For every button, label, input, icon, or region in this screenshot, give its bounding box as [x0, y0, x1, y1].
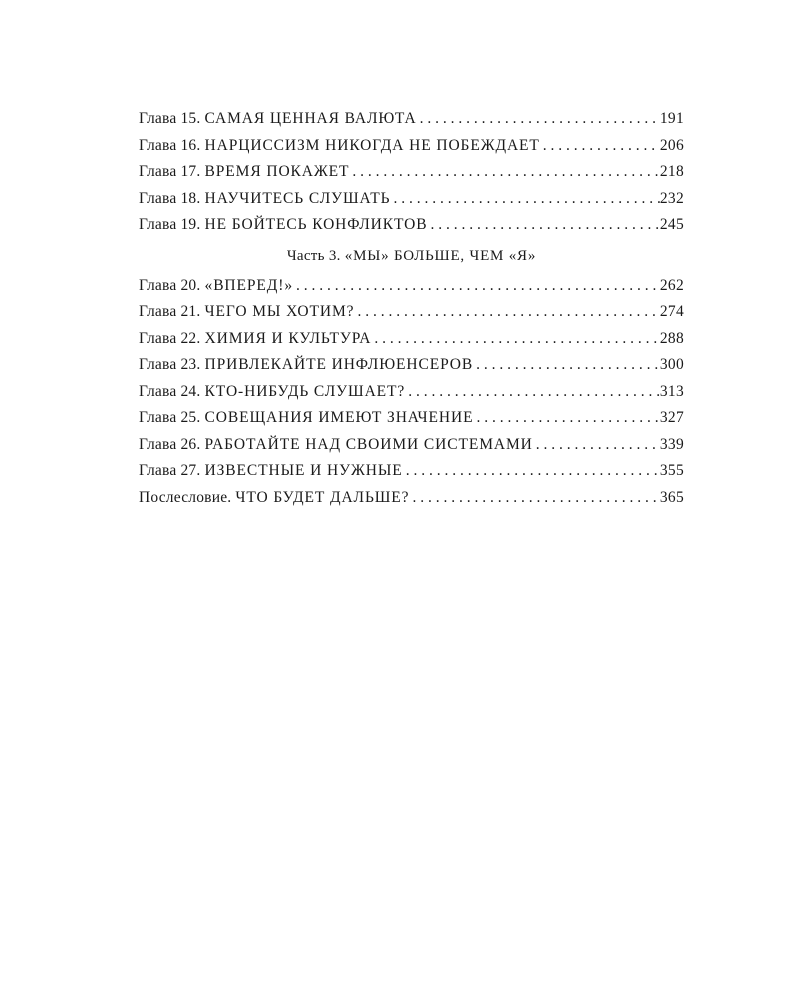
- dot-leader: [540, 133, 660, 160]
- toc-entry-text: [139, 485, 409, 512]
- toc-page-number: 262: [659, 276, 684, 294]
- toc-entry-prefix: Глава 23.: [139, 356, 201, 373]
- toc-entry-prefix: Глава 15.: [139, 110, 201, 127]
- toc-entry-prefix: Глава 27.: [139, 462, 201, 479]
- toc-entry[interactable]: [139, 106, 684, 133]
- toc-entry-title: ЧЕГО МЫ ХОТИМ?: [204, 303, 355, 320]
- toc-entry[interactable]: [139, 273, 684, 300]
- toc-entry-prefix: Глава 17.: [139, 163, 201, 180]
- toc-entry-prefix: Глава 16.: [139, 136, 201, 154]
- dot-leader: [403, 458, 660, 485]
- toc-entry[interactable]: [139, 212, 684, 239]
- toc-entry[interactable]: [139, 186, 684, 213]
- dot-leader: [409, 485, 659, 512]
- toc-page-number: 355: [659, 462, 684, 479]
- toc-entry-title: КТО-НИБУДЬ СЛУШАЕТ?: [204, 382, 406, 400]
- dot-leader: [349, 159, 659, 186]
- toc-page-number: 232: [659, 189, 684, 207]
- toc-entry[interactable]: [139, 379, 684, 406]
- toc-entry-text: [139, 133, 540, 160]
- toc-entry[interactable]: [139, 405, 684, 432]
- toc-entry-prefix: Глава 26.: [139, 435, 201, 453]
- toc-page-number: 191: [659, 110, 684, 127]
- toc-entry-text: [139, 379, 405, 406]
- dot-leader: [427, 212, 659, 239]
- toc-entry-prefix: Глава 22.: [139, 329, 201, 347]
- dot-leader: [405, 379, 660, 406]
- toc-entry-text: [139, 212, 427, 239]
- toc-entry-title: ПРИВЛЕКАЙТЕ ИНФЛЮЕНСЕРОВ: [204, 356, 474, 373]
- toc-entry-title: ИЗВЕСТНЫЕ И НУЖНЫЕ: [204, 462, 403, 479]
- toc-entry-title: «ВПЕРЕД!»: [204, 276, 293, 294]
- toc-entry-text: [139, 106, 417, 133]
- toc-entry-title: НАУЧИТЕСЬ СЛУШАТЬ: [204, 189, 391, 207]
- toc-entry-text: [139, 352, 473, 379]
- dot-leader: [354, 299, 659, 326]
- toc-entry-prefix: Глава 24.: [139, 382, 201, 400]
- toc-page-number: 274: [659, 303, 684, 320]
- table-of-contents: [139, 106, 684, 511]
- toc-entry[interactable]: [139, 299, 684, 326]
- toc-entry-title: РАБОТАЙТЕ НАД СВОИМИ СИСТЕМАМИ: [204, 435, 533, 453]
- dot-leader: [533, 432, 660, 459]
- toc-entry[interactable]: [139, 352, 684, 379]
- toc-page-number: 339: [659, 435, 684, 453]
- part-heading[interactable]: [139, 239, 684, 273]
- part-heading-title: «МЫ» БОЛЬШЕ, ЧЕМ «Я»: [344, 247, 537, 264]
- dot-leader: [473, 405, 659, 432]
- toc-page-number: 327: [659, 409, 684, 426]
- dot-leader: [371, 326, 659, 353]
- toc-entry-text: [139, 273, 293, 300]
- toc-entry-text: [139, 326, 371, 353]
- toc-entry-prefix: Глава 18.: [139, 189, 201, 207]
- toc-entry-text: [139, 432, 533, 459]
- dot-leader: [417, 106, 660, 133]
- toc-entry[interactable]: [139, 326, 684, 353]
- dot-leader: [293, 273, 660, 300]
- dot-leader: [473, 352, 660, 379]
- toc-entry-title: СОВЕЩАНИЯ ИМЕЮТ ЗНАЧЕНИЕ: [204, 409, 474, 426]
- toc-entry-text: [139, 405, 473, 432]
- toc-page-number: 206: [659, 136, 684, 154]
- toc-entry-title: САМАЯ ЦЕННАЯ ВАЛЮТА: [204, 110, 417, 127]
- part-heading-prefix: Часть 3.: [286, 247, 341, 264]
- toc-entry[interactable]: [139, 485, 684, 512]
- toc-entry-title: ЧТО БУДЕТ ДАЛЬШЕ?: [235, 488, 410, 506]
- toc-page-number: 245: [659, 216, 684, 233]
- toc-entry-title: ВРЕМЯ ПОКАЖЕТ: [204, 163, 350, 180]
- toc-entry[interactable]: [139, 133, 684, 160]
- toc-entry-prefix: Послесловие.: [139, 488, 232, 506]
- toc-entry-prefix: Глава 20.: [139, 276, 201, 294]
- toc-page-number: 300: [659, 356, 684, 373]
- toc-entry-text: [139, 458, 403, 485]
- toc-entry-text: [139, 159, 349, 186]
- toc-entry-title: НАРЦИССИЗМ НИКОГДА НЕ ПОБЕЖДАЕТ: [204, 136, 540, 154]
- toc-page-number: 288: [659, 329, 684, 347]
- toc-page-number: 218: [659, 163, 684, 180]
- toc-entry-title: НЕ БОЙТЕСЬ КОНФЛИКТОВ: [204, 216, 428, 233]
- toc-entry[interactable]: [139, 432, 684, 459]
- toc-entry-prefix: Глава 19.: [139, 216, 201, 233]
- toc-page-number: 365: [659, 488, 684, 506]
- toc-entry[interactable]: [139, 159, 684, 186]
- toc-entry-text: [139, 186, 390, 213]
- toc-page-number: 313: [659, 382, 684, 400]
- toc-entry[interactable]: [139, 458, 684, 485]
- toc-entry-text: [139, 299, 354, 326]
- toc-entry-prefix: Глава 21.: [139, 303, 201, 320]
- toc-entry-title: ХИМИЯ И КУЛЬТУРА: [204, 329, 372, 347]
- toc-entry-prefix: Глава 25.: [139, 409, 201, 426]
- dot-leader: [390, 186, 659, 213]
